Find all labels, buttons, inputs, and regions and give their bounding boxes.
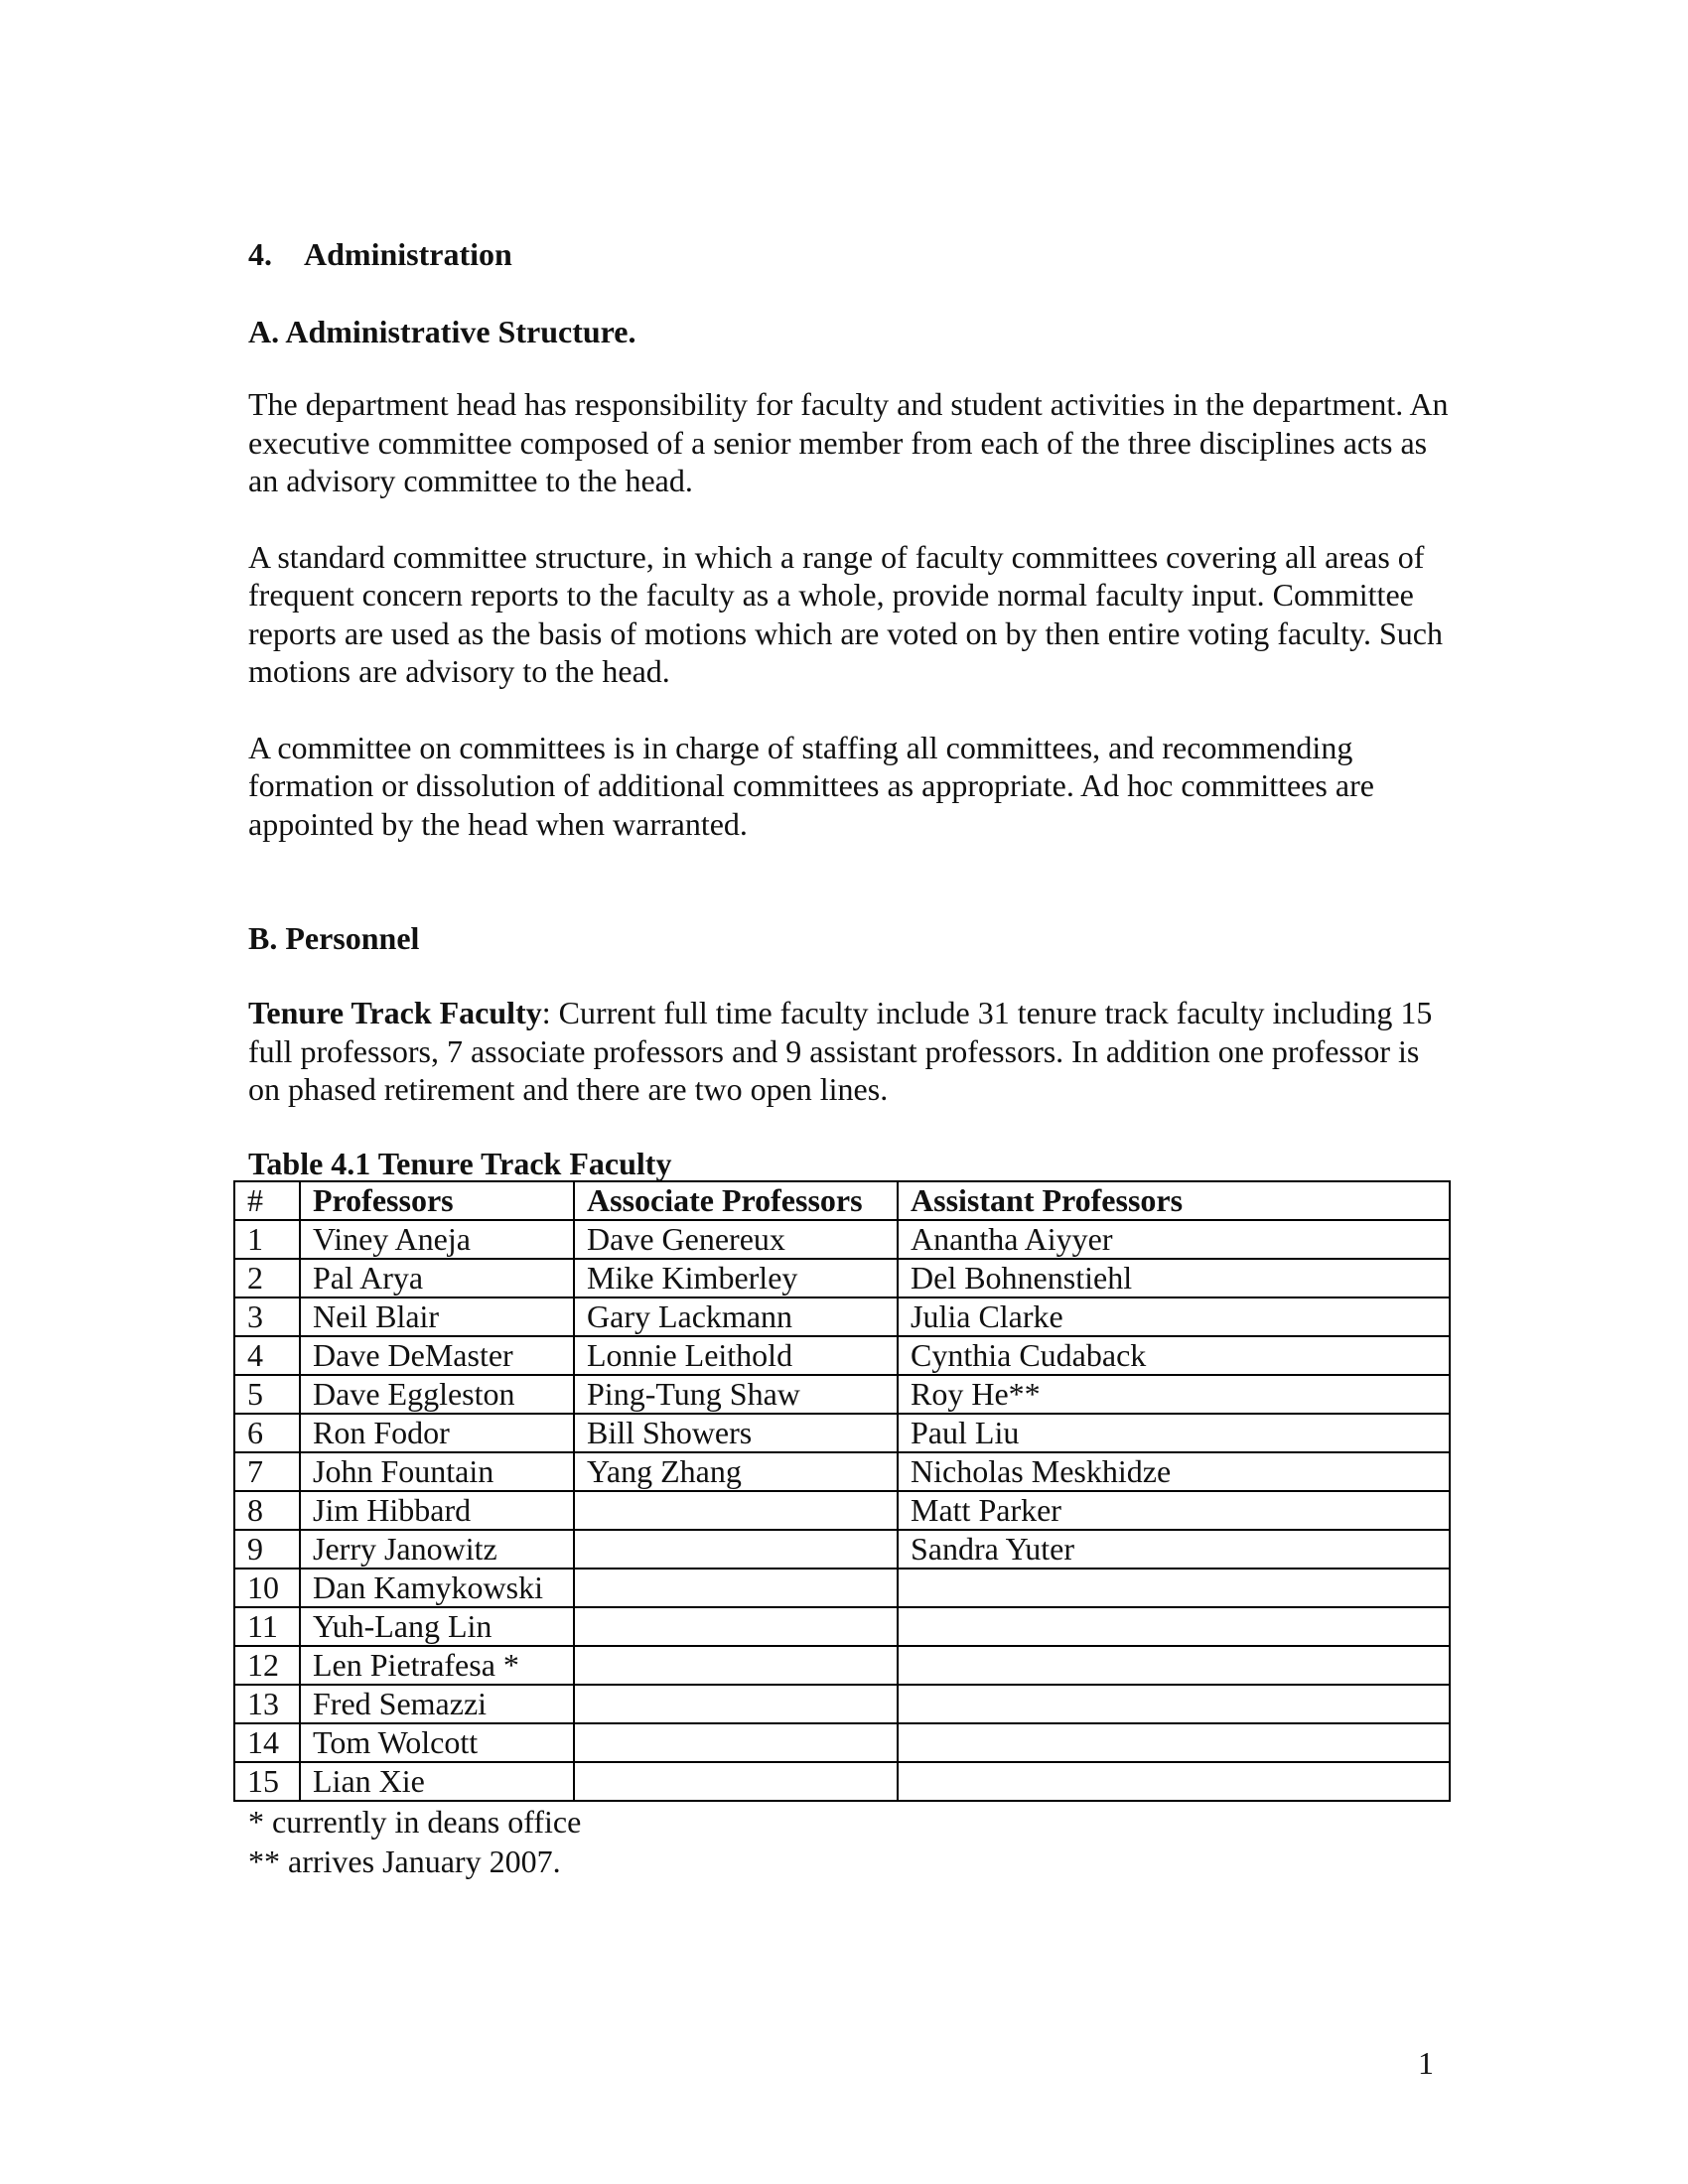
assistant-professor-name: Anantha Aiyyer <box>898 1220 1450 1259</box>
table-row <box>234 1685 1450 1723</box>
table-row <box>234 1646 1450 1685</box>
header-associate-professors: Associate Professors <box>574 1181 898 1220</box>
assistant-professor-name: Nicholas Meskhidze <box>898 1452 1450 1491</box>
assistant-professor-name: Roy He** <box>898 1375 1450 1414</box>
row-number: 1 <box>234 1220 300 1259</box>
page-content <box>248 234 1450 1881</box>
row-number: 5 <box>234 1375 300 1414</box>
subsection-b-heading: B. Personnel <box>248 920 420 956</box>
table-row <box>234 1297 1450 1336</box>
table-row <box>234 1723 1450 1762</box>
associate-professor-name <box>574 1685 898 1723</box>
associate-professor-name: Bill Showers <box>574 1414 898 1452</box>
page-number: 1 <box>1418 2045 1434 2081</box>
subsection-a-heading: A. Administrative Structure. <box>248 314 636 349</box>
associate-professor-name: Dave Genereux <box>574 1220 898 1259</box>
professor-name: Len Pietrafesa * <box>300 1646 574 1685</box>
header-number: # <box>234 1181 300 1220</box>
assistant-professor-name <box>898 1685 1450 1723</box>
assistant-professor-name: Matt Parker <box>898 1491 1450 1530</box>
faculty-table <box>233 1180 1451 1802</box>
professor-name: Tom Wolcott <box>300 1723 574 1762</box>
table-notes <box>248 1802 1450 1881</box>
table-row <box>234 1220 1450 1259</box>
associate-professor-name <box>574 1569 898 1607</box>
row-number: 7 <box>234 1452 300 1491</box>
assistant-professor-name <box>898 1607 1450 1646</box>
professor-name: John Fountain <box>300 1452 574 1491</box>
table-caption: Table 4.1 Tenure Track Faculty <box>248 1145 672 1181</box>
professor-name: Pal Arya <box>300 1259 574 1297</box>
table-row <box>234 1414 1450 1452</box>
table-row <box>234 1452 1450 1491</box>
header-professors: Professors <box>300 1181 574 1220</box>
note-2: ** arrives January 2007. <box>248 1843 561 1879</box>
row-number: 11 <box>234 1607 300 1646</box>
assistant-professor-name: Cynthia Cudaback <box>898 1336 1450 1375</box>
professor-name: Lian Xie <box>300 1762 574 1801</box>
associate-professor-name <box>574 1491 898 1530</box>
row-number: 15 <box>234 1762 300 1801</box>
assistant-professor-name <box>898 1569 1450 1607</box>
paragraph-2: A standard committee structure, in which a range of faculty committees covering all areas of frequent concern reports to the faculty as a whole, provide normal faculty input. Committee reports are used as the basis of motions which are voted on by then entire voting faculty. Such motions are advisory to the head. <box>248 538 1443 689</box>
associate-professor-name <box>574 1723 898 1762</box>
personnel-text: : Current full time faculty include 31 tenure track faculty including 15 full professors, 7 associate professors and 9 assistant professors. In addition one professor is on phased retirement and there are two open lines. <box>248 995 1433 1107</box>
table-row <box>234 1336 1450 1375</box>
row-number: 2 <box>234 1259 300 1297</box>
associate-professor-name <box>574 1530 898 1569</box>
associate-professor-name: Yang Zhang <box>574 1452 898 1491</box>
professor-name: Jim Hibbard <box>300 1491 574 1530</box>
table-header-row <box>234 1181 1450 1220</box>
table-row <box>234 1259 1450 1297</box>
row-number: 12 <box>234 1646 300 1685</box>
professor-name: Viney Aneja <box>300 1220 574 1259</box>
table-row <box>234 1530 1450 1569</box>
faculty-table-body <box>234 1220 1450 1801</box>
note-1: * currently in deans office <box>248 1803 582 1840</box>
assistant-professor-name: Del Bohnenstiehl <box>898 1259 1450 1297</box>
table-row <box>234 1491 1450 1530</box>
associate-professor-name: Mike Kimberley <box>574 1259 898 1297</box>
associate-professor-name: Lonnie Leithold <box>574 1336 898 1375</box>
row-number: 9 <box>234 1530 300 1569</box>
row-number: 13 <box>234 1685 300 1723</box>
assistant-professor-name <box>898 1646 1450 1685</box>
paragraph-3: A committee on committees is in charge of staffing all committees, and recommending formation or dissolution of additional committees as appropriate. Ad hoc committees are appointed by the head when warranted. <box>248 729 1374 842</box>
assistant-professor-name: Julia Clarke <box>898 1297 1450 1336</box>
professor-name: Dan Kamykowski <box>300 1569 574 1607</box>
row-number: 6 <box>234 1414 300 1452</box>
row-number: 3 <box>234 1297 300 1336</box>
associate-professor-name <box>574 1646 898 1685</box>
assistant-professor-name: Paul Liu <box>898 1414 1450 1452</box>
associate-professor-name <box>574 1607 898 1646</box>
professor-name: Neil Blair <box>300 1297 574 1336</box>
header-assistant-professors: Assistant Professors <box>898 1181 1450 1220</box>
section-heading <box>248 234 1450 274</box>
associate-professor-name: Ping-Tung Shaw <box>574 1375 898 1414</box>
personnel-paragraph <box>248 994 1450 1109</box>
section-number: 4. <box>248 236 272 272</box>
table-row <box>234 1569 1450 1607</box>
professor-name: Jerry Janowitz <box>300 1530 574 1569</box>
professor-name: Ron Fodor <box>300 1414 574 1452</box>
assistant-professor-name: Sandra Yuter <box>898 1530 1450 1569</box>
row-number: 14 <box>234 1723 300 1762</box>
row-number: 8 <box>234 1491 300 1530</box>
table-row <box>234 1607 1450 1646</box>
paragraph-1: The department head has responsibility for faculty and student activities in the department. An executive committee composed of a senior member from each of the three disciplines acts as an advisory committee to the head. <box>248 386 1449 498</box>
row-number: 10 <box>234 1569 300 1607</box>
professor-name: Fred Semazzi <box>300 1685 574 1723</box>
professor-name: Dave Eggleston <box>300 1375 574 1414</box>
section-title: Administration <box>304 236 512 272</box>
associate-professor-name: Gary Lackmann <box>574 1297 898 1336</box>
table-row <box>234 1375 1450 1414</box>
assistant-professor-name <box>898 1723 1450 1762</box>
professor-name: Yuh-Lang Lin <box>300 1607 574 1646</box>
table-row <box>234 1762 1450 1801</box>
row-number: 4 <box>234 1336 300 1375</box>
associate-professor-name <box>574 1762 898 1801</box>
assistant-professor-name <box>898 1762 1450 1801</box>
tenure-track-label: Tenure Track Faculty <box>248 995 542 1030</box>
professor-name: Dave DeMaster <box>300 1336 574 1375</box>
